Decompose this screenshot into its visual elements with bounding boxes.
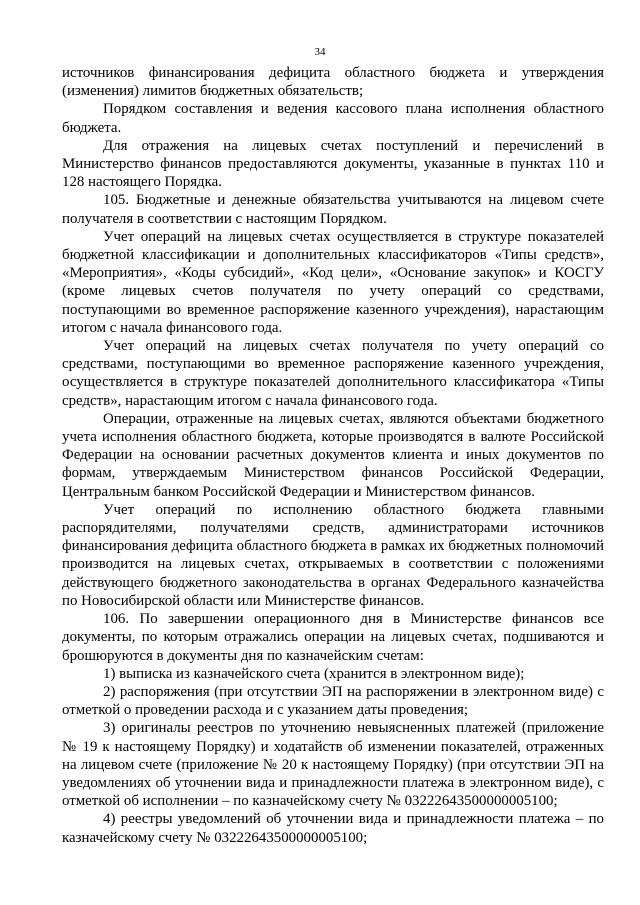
paragraph: Операции, отраженные на лицевых счетах, являются объектами бюджетного учета исполнения областного бюджета, которые производятся в валюте Российской Федерации на основании расчетных документов клиента и иных документов по формам, утверждаемым Министерством финансов Российской Федерации, Центральным банком Российской Федерации и Министерством финансов. [62, 410, 604, 500]
list-item: 2) распоряжения (при отсутствии ЭП на распоряжении в электронном виде) с отметкой о проведении расхода и с указанием даты проведения; [62, 683, 604, 719]
list-item: 3) оригиналы реестров по уточнению невыясненных платежей (приложение № 19 к настоящему Порядку) и ходатайств об изменении показателей, отраженных на лицевом счете (приложение № 20 к настоящему Порядку) (при отсутствии ЭП на уведомлениях об уточнении вида и принадлежности платежа в электронном виде), с отметкой об исполнении – по казначейскому счету № 03222643500000005100; [62, 720, 604, 810]
paragraph: Учет операций по исполнению областного бюджета главными распорядителями, получателями средств, администраторами источников финансирования дефицита областного бюджета в рамках их бюджетных полномочий производится на лицевых счетах, открываемых в соответствии с положениями действующего бюджетного законодательства в органах Федерального казначейства по Новосибирской области или Министерстве финансов. [62, 501, 604, 609]
paragraph: источников финансирования дефицита областного бюджета и утверждения (изменения) лимитов бюджетных обязательств; [62, 65, 604, 100]
page-number: 34 [314, 46, 326, 58]
list-item: 1) выписка из казначейского счета (хранится в электронном виде); [103, 665, 525, 682]
paragraph: Учет операций на лицевых счетах осуществляется в структуре показателей бюджетной классификации и дополнительных классификаторов «Типы средств», «Мероприятия», «Коды субсидий», «Код цели», «Основание закупок» и КОСГУ (кроме лицевых счетов получателя по учету операций со средствами, поступающими во временное распоряжение казенного учреждения), нарастающим итогом с начала финансового года. [62, 228, 604, 336]
document-body [62, 64, 604, 847]
paragraph: 106. По завершении операционного дня в Министерстве финансов все документы, по которым отражались операции на лицевых счетах, подшиваются и брошюруются в документы дня по казначейским счетам: [62, 611, 604, 664]
paragraph: Учет операций на лицевых счетах получателя по учету операций со средствами, поступающими во временное распоряжение казенного учреждения, осуществляется в структуре показателей дополнительного классификатора «Типы средств», нарастающим итогом с начала финансового года. [62, 338, 604, 409]
list-item: 4) реестры уведомлений об уточнении вида и принадлежности платежа – по казначейскому счету № 03222643500000005100; [62, 811, 604, 846]
paragraph: 105. Бюджетные и денежные обязательства учитываются на лицевом счете получателя в соответствии с настоящим Порядком. [62, 192, 604, 227]
paragraph: Для отражения на лицевых счетах поступлений и перечислений в Министерство финансов предоставляются документы, указанные в пунктах 110 и 128 настоящего Порядка. [62, 137, 604, 191]
paragraph: Порядком составления и ведения кассового плана исполнения областного бюджета. [62, 101, 604, 136]
